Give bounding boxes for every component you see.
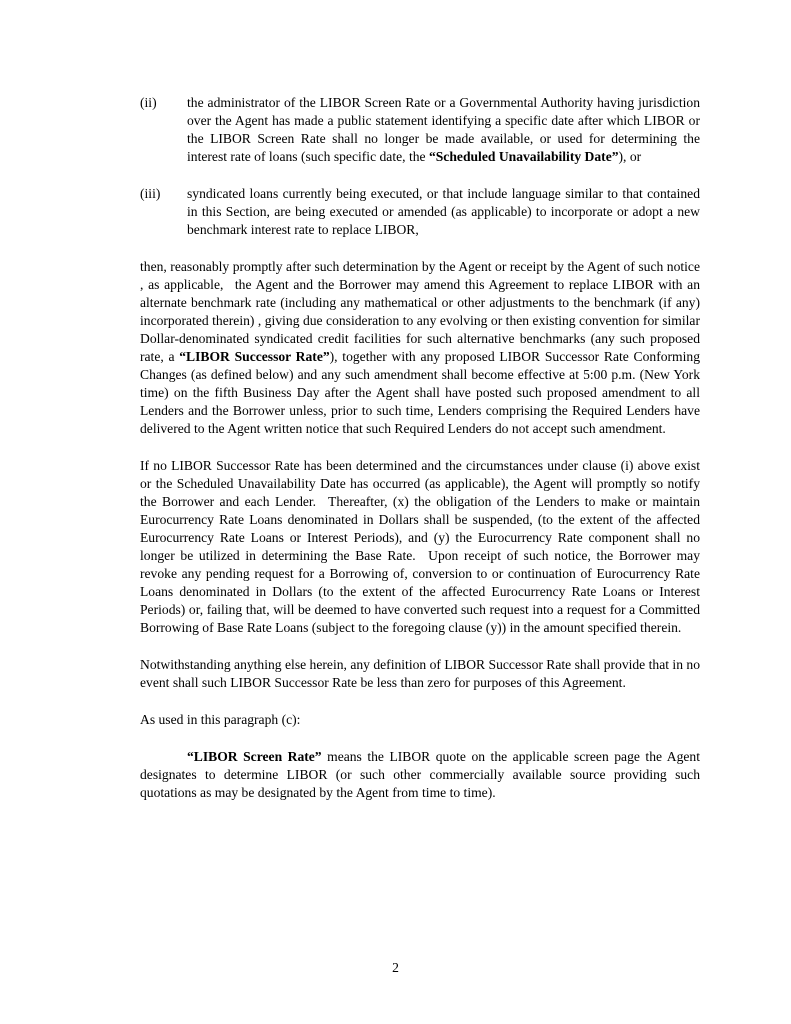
paragraph-as-used: As used in this paragraph (c): [140,712,301,727]
document-body [140,94,700,802]
bold-defined-term: “LIBOR Screen Rate” [187,749,322,764]
clause-item-iii [140,185,700,239]
paragraph-libor-successor-amendment: then, reasonably promptly after such determination by the Agent or receipt by the Agent of such notice , as applicable, the Agent and the Borrower may amend this Agreement to replace LIBOR with an alternate benchmark rate (including any mathematical or other adjustments to the benchmark (if any) incorporated therein) , giving due consideration to any evolving or then existing convention for similar Dollar-denominated syndicated credit facilities for such alternative benchmarks (any such proposed rate, a “LIBOR Successor Rate”), together with any proposed LIBOR Successor Rate Conforming Changes (as defined below) and any such amendment shall become effective at 5:00 p.m. (New York time) on the fifth Business Day after the Agent shall have posted such proposed amendment to all Lenders and the Borrower unless, prior to such time, Lenders comprising the Required Lenders have delivered to the Agent written notice that such Required Lenders do not accept such amendment. [140,259,700,436]
paragraph-libor-screen-rate-definition: “LIBOR Screen Rate” means the LIBOR quote on the applicable screen page the Agent designates to determine LIBOR (or such other commercially available source providing such quotations as may be designated by the Agent from time to time). [140,749,700,800]
clause-marker: (iii) [140,186,161,201]
clause-text: syndicated loans currently being executed, or that include language similar to that contained in this Section, are being executed or amended (as applicable) to incorporate or adopt a new benchmark interest rate to replace LIBOR, [187,186,700,237]
page-number: 2 [392,960,399,975]
bold-defined-term: “Scheduled Unavailability Date” [428,149,619,164]
clause-item-ii [140,94,700,166]
clause-marker: (ii) [140,95,157,110]
clause-text: the administrator of the LIBOR Screen Rate or a Governmental Authority having jurisdiction over the Agent has made a public statement identifying a specific date after which LIBOR or the LIBOR Screen Rate shall no longer be made available, or used for determining the interest rate of loans (such specific date, the “Scheduled Unavailability Date”), or [187,95,700,164]
paragraph-notwithstanding: Notwithstanding anything else herein, any definition of LIBOR Successor Rate shall provide that in no event shall such LIBOR Successor Rate be less than zero for purposes of this Agreement. [140,657,700,690]
bold-defined-term: “LIBOR Successor Rate” [179,349,330,364]
paragraph-no-successor-rate: If no LIBOR Successor Rate has been determined and the circumstances under clause (i) above exist or the Scheduled Unavailability Date has occurred (as applicable), the Agent will promptly so notify the Borrower and each Lender. Thereafter, (x) the obligation of the Lenders to make or maintain Eurocurrency Rate Loans denominated in Dollars shall be suspended, (to the extent of the affected Eurocurrency Rate Loans or Interest Periods), and (y) the Eurocurrency Rate component shall no longer be utilized in determining the Base Rate. Upon receipt of such notice, the Borrower may revoke any pending request for a Borrowing of, conversion to or continuation of Eurocurrency Rate Loans denominated in Dollars (to the extent of the affected Eurocurrency Rate Loans or Interest Periods) or, failing that, will be deemed to have converted such request into a request for a Committed Borrowing of Base Rate Loans (subject to the foregoing clause (y)) in the amount specified therein. [140,458,700,635]
